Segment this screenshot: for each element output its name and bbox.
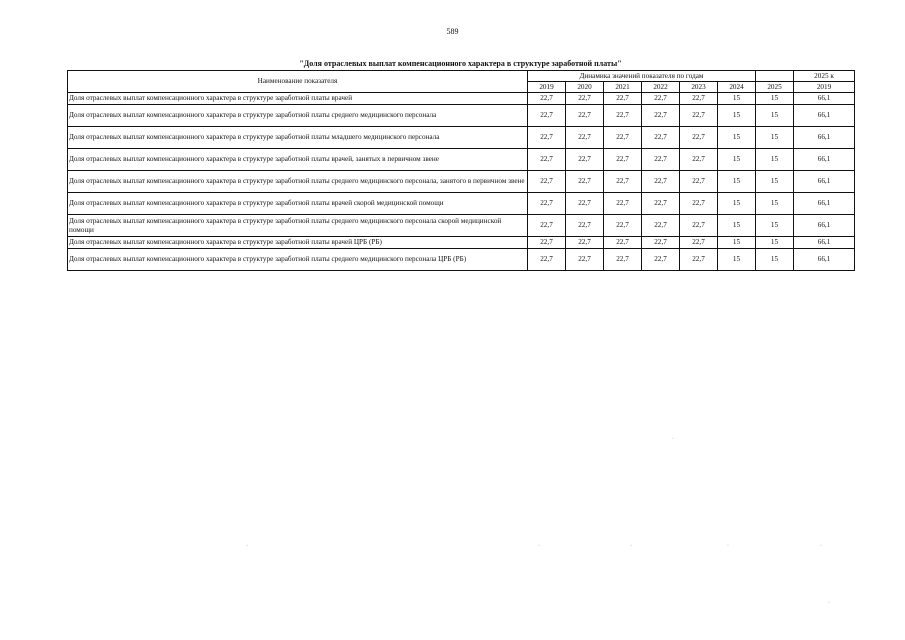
year-value: 22,7 bbox=[604, 149, 642, 171]
table-row bbox=[68, 215, 855, 237]
year-value: 15 bbox=[718, 171, 756, 193]
year-value: 15 bbox=[718, 127, 756, 149]
year-value: 15 bbox=[756, 171, 794, 193]
year-value: 22,7 bbox=[528, 193, 566, 215]
year-value: 22,7 bbox=[680, 193, 718, 215]
year-value: 22,7 bbox=[604, 171, 642, 193]
year-value: 15 bbox=[756, 127, 794, 149]
year-value: 22,7 bbox=[566, 193, 604, 215]
scan-speck: · bbox=[538, 543, 540, 549]
scan-speck: · bbox=[828, 600, 830, 606]
ratio-value: 66,1 bbox=[794, 215, 855, 237]
year-value: 22,7 bbox=[604, 105, 642, 127]
header-year: 2020 bbox=[566, 82, 604, 93]
year-value: 22,7 bbox=[604, 193, 642, 215]
header-row-1 bbox=[68, 71, 855, 82]
year-value: 22,7 bbox=[642, 127, 680, 149]
year-value: 22,7 bbox=[528, 215, 566, 237]
year-value: 22,7 bbox=[604, 127, 642, 149]
year-value: 22,7 bbox=[566, 249, 604, 271]
table-row bbox=[68, 149, 855, 171]
year-value: 22,7 bbox=[566, 237, 604, 249]
table-row bbox=[68, 237, 855, 249]
year-value: 22,7 bbox=[566, 127, 604, 149]
year-value: 22,7 bbox=[642, 215, 680, 237]
table-row bbox=[68, 171, 855, 193]
year-value: 15 bbox=[756, 149, 794, 171]
indicator-label: Доля отраслевых выплат компенсационного характера в структуре заработной платы среднего медицинского персонала, занятого в первичном звене bbox=[68, 171, 528, 193]
indicator-label: Доля отраслевых выплат компенсационного характера в структуре заработной платы врачей, занятых в первичном звене bbox=[68, 149, 528, 171]
year-value: 22,7 bbox=[680, 171, 718, 193]
year-value: 15 bbox=[756, 193, 794, 215]
header-ratio-line2: 2019 bbox=[794, 82, 855, 93]
ratio-value: 66,1 bbox=[794, 237, 855, 249]
year-value: 22,7 bbox=[642, 171, 680, 193]
table-row bbox=[68, 193, 855, 215]
ratio-value: 66,1 bbox=[794, 127, 855, 149]
year-value: 15 bbox=[756, 249, 794, 271]
table-row bbox=[68, 127, 855, 149]
ratio-value: 66,1 bbox=[794, 105, 855, 127]
header-year: 2021 bbox=[604, 82, 642, 93]
year-value: 15 bbox=[718, 249, 756, 271]
year-value: 22,7 bbox=[604, 237, 642, 249]
ratio-value: 66,1 bbox=[794, 171, 855, 193]
ratio-value: 66,1 bbox=[794, 193, 855, 215]
year-value: 15 bbox=[718, 237, 756, 249]
year-value: 22,7 bbox=[528, 105, 566, 127]
header-year: 2023 bbox=[680, 82, 718, 93]
year-value: 22,7 bbox=[680, 215, 718, 237]
year-value: 22,7 bbox=[680, 127, 718, 149]
header-indicator-name: Наименование показателя bbox=[68, 71, 528, 93]
year-value: 15 bbox=[718, 105, 756, 127]
indicator-label: Доля отраслевых выплат компенсационного характера в структуре заработной платы врачей скорой медицинской помощи bbox=[68, 193, 528, 215]
year-value: 22,7 bbox=[642, 105, 680, 127]
year-value: 15 bbox=[756, 105, 794, 127]
scan-speck: · bbox=[820, 543, 822, 549]
year-value: 22,7 bbox=[528, 149, 566, 171]
indicator-label: Доля отраслевых выплат компенсационного характера в структуре заработной платы среднего медицинского персонала ЦРБ (РБ) bbox=[68, 249, 528, 271]
year-value: 22,7 bbox=[604, 93, 642, 105]
header-ratio-line1: 2025 к bbox=[794, 71, 855, 82]
year-value: 22,7 bbox=[642, 249, 680, 271]
page-number: 589 bbox=[446, 27, 459, 36]
year-value: 15 bbox=[756, 93, 794, 105]
indicator-label: Доля отраслевых выплат компенсационного характера в структуре заработной платы врачей ЦРБ (РБ) bbox=[68, 237, 528, 249]
year-value: 15 bbox=[718, 149, 756, 171]
year-value: 15 bbox=[756, 215, 794, 237]
indicator-label: Доля отраслевых выплат компенсационного характера в структуре заработной платы младшего медицинского персонала bbox=[68, 127, 528, 149]
header-year: 2019 bbox=[528, 82, 566, 93]
year-value: 22,7 bbox=[642, 237, 680, 249]
table-row bbox=[68, 105, 855, 127]
indicators-table bbox=[67, 70, 855, 271]
year-value: 15 bbox=[756, 237, 794, 249]
header-year: 2024 bbox=[718, 82, 756, 93]
year-value: 22,7 bbox=[528, 237, 566, 249]
year-value: 22,7 bbox=[566, 93, 604, 105]
year-value: 22,7 bbox=[680, 93, 718, 105]
year-value: 15 bbox=[718, 193, 756, 215]
header-blank bbox=[756, 71, 794, 82]
year-value: 22,7 bbox=[566, 171, 604, 193]
year-value: 15 bbox=[718, 215, 756, 237]
ratio-value: 66,1 bbox=[794, 93, 855, 105]
year-value: 22,7 bbox=[604, 215, 642, 237]
year-value: 22,7 bbox=[642, 149, 680, 171]
header-year: 2022 bbox=[642, 82, 680, 93]
year-value: 22,7 bbox=[604, 249, 642, 271]
document-title: "Доля отраслевых выплат компенсационного характера в структуре заработной платы" bbox=[299, 59, 622, 68]
ratio-value: 66,1 bbox=[794, 249, 855, 271]
year-value: 22,7 bbox=[642, 93, 680, 105]
year-value: 22,7 bbox=[680, 237, 718, 249]
table-row bbox=[68, 93, 855, 105]
year-value: 22,7 bbox=[680, 149, 718, 171]
indicator-label: Доля отраслевых выплат компенсационного характера в структуре заработной платы среднего медицинского персонала скорой медицинской помощи bbox=[68, 215, 528, 237]
indicator-label: Доля отраслевых выплат компенсационного характера в структуре заработной платы среднего медицинского персонала bbox=[68, 105, 528, 127]
year-value: 22,7 bbox=[528, 93, 566, 105]
scan-speck: · bbox=[672, 436, 674, 442]
year-value: 22,7 bbox=[566, 215, 604, 237]
header-dynamics: Динамика значений показателя по годам bbox=[528, 71, 756, 82]
year-value: 15 bbox=[718, 93, 756, 105]
scan-speck: · bbox=[630, 543, 632, 549]
year-value: 22,7 bbox=[566, 105, 604, 127]
year-value: 22,7 bbox=[680, 105, 718, 127]
year-value: 22,7 bbox=[566, 149, 604, 171]
year-value: 22,7 bbox=[528, 127, 566, 149]
indicator-label: Доля отраслевых выплат компенсационного характера в структуре заработной платы врачей bbox=[68, 93, 528, 105]
table-row bbox=[68, 249, 855, 271]
scan-speck: · bbox=[246, 543, 248, 549]
year-value: 22,7 bbox=[528, 249, 566, 271]
year-value: 22,7 bbox=[642, 193, 680, 215]
year-value: 22,7 bbox=[528, 171, 566, 193]
scan-speck: · bbox=[727, 543, 729, 549]
year-value: 22,7 bbox=[680, 249, 718, 271]
ratio-value: 66,1 bbox=[794, 149, 855, 171]
header-year: 2025 bbox=[756, 82, 794, 93]
